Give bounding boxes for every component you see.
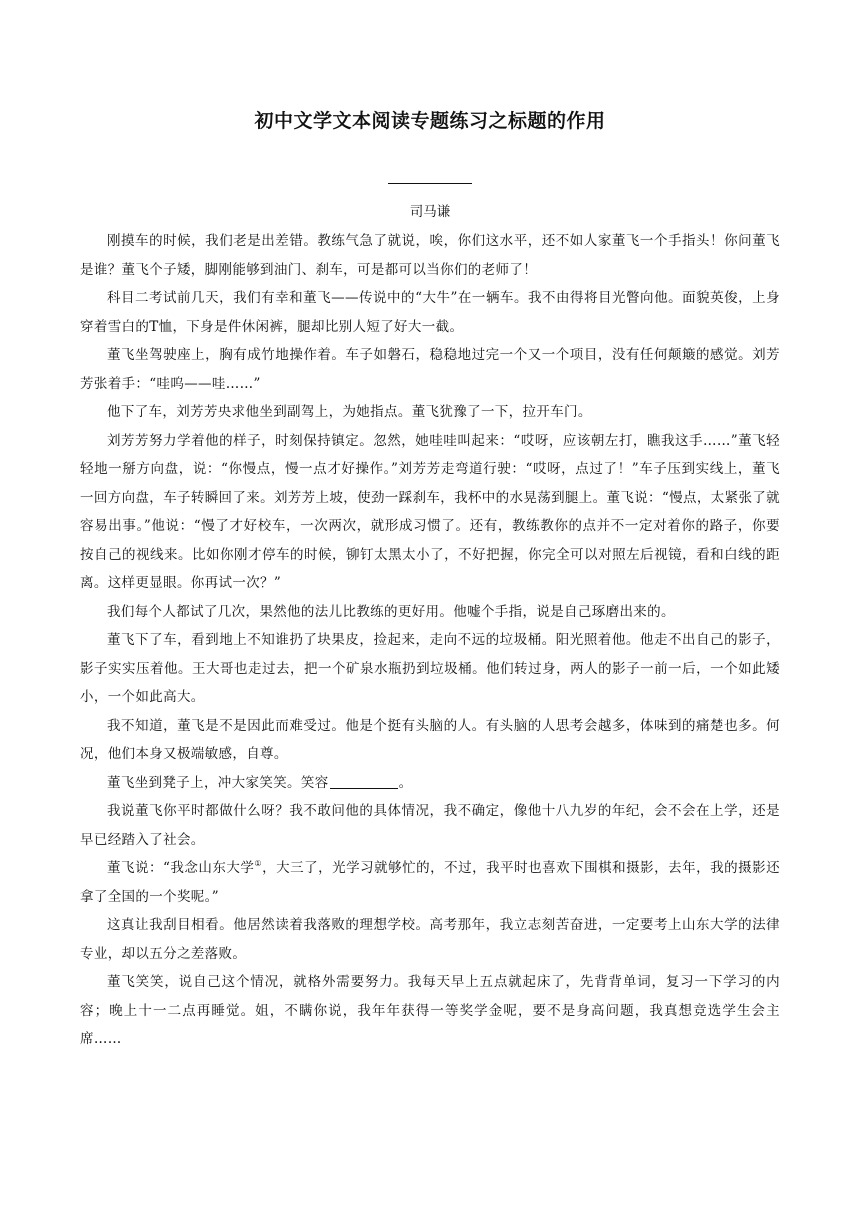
paragraph: 董飞下了车，看到地上不知谁扔了块果皮，捡起来，走向不远的垃圾桶。阳光照着他。他走不出自己的影子，影子实实压着他。王大哥也走过去，把一个矿泉水瓶扔到垃圾桶。他们转过身，两人的影子一前一后，一个如此矮小，一个如此高大。 bbox=[80, 632, 780, 705]
paragraph: 科目二考试前几天，我们有幸和董飞——传说中的“大牛”在一辆车。我不由得将目光瞥向他。面貌英俊，上身穿着雪白的T恤，下身是件休闲裤，腿却比别人短了好大一截。 bbox=[80, 290, 780, 335]
paragraph-text: ，大三了，光学习就够忙的，不过，我平时也喜欢下围棋和摄影，去年，我的摄影还拿了全国的一个奖呢。” bbox=[80, 860, 780, 905]
paragraph-text: 董飞说：“我念山东大学 bbox=[107, 860, 255, 876]
paragraph-with-blank bbox=[80, 769, 780, 798]
footnote-marker: ① bbox=[254, 859, 263, 868]
paragraph-text: 董飞坐到凳子上，冲大家笑笑。笑容 bbox=[107, 774, 329, 791]
paragraph: 刚摸车的时候，我们老是出差错。教练气急了就说，唉，你们这水平，还不如人家董飞一个手指头！你问董飞是谁？董飞个子矮，脚刚能够到油门、刹车，可是都可以当你们的老师了！ bbox=[80, 233, 780, 278]
paragraph-text: 。 bbox=[398, 774, 413, 791]
paragraph: 刘芳芳努力学着他的样子，时刻保持镇定。忽然，她哇哇叫起来：“哎呀，应该朝左打，瞧我这手……”董飞轻轻地一掰方向盘，说：“你慢点，慢一点才好操作。”刘芳芳走弯道行驶：“哎呀，点过了！”车子压到实线上，董飞一回方向盘，车子转瞬回了来。刘芳芳上坡，使劲一踩刹车，我杯中的水晃荡到腿上。董飞说：“慢点，太紧张了就容易出事。”他说：“慢了才好校车，一次两次，就形成习惯了。还有，教练教你的点并不一定对着你的路子，你要按自己的视线来。比如你刚才停车的时候，铆钉太黑太小了，不好把握，你完全可以对照左后视镜，看和白线的距离。这样更显眼。你再试一次？” bbox=[80, 432, 780, 591]
answer-blank bbox=[330, 774, 398, 789]
paragraph: 我们每个人都试了几次，果然他的法儿比教练的更好用。他嘘个手指，说是自己琢磨出来的。 bbox=[107, 603, 675, 620]
document-title: 初中文学文本阅读专题练习之标题的作用 bbox=[254, 110, 606, 132]
paragraph: 董飞笑笑，说自己这个情况，就格外需要努力。我每天早上五点就起床了，先背背单词，复习一下学习的内容；晚上十一二点再睡觉。姐，不瞒你说，我年年获得一等奖学金呢，要不是身高问题，我真想竞选学生会主席…… bbox=[80, 974, 780, 1047]
paragraph: 我不知道，董飞是不是因此而难受过。他是个挺有头脑的人。有头脑的人思考会越多，体味到的痛楚也多。何况，他们本身又极端敏感，自尊。 bbox=[80, 717, 780, 762]
paragraph: 这真让我刮目相看。他居然读着我落败的理想学校。高考那年，我立志刻苦奋进，一定要考上山东大学的法律专业，却以五分之差落败。 bbox=[80, 917, 780, 962]
article-body bbox=[80, 227, 780, 1054]
paragraph: 董飞坐驾驶座上，胸有成竹地操作着。车子如磐石，稳稳地过完一个又一个项目，没有任何颠簸的感觉。刘芳芳张着手：“哇呜——哇……” bbox=[80, 347, 780, 392]
paragraph-with-footnote bbox=[80, 854, 780, 911]
paragraph: 我说董飞你平时都做什么呀？我不敢问他的具体情况，我不确定，像他十八九岁的年纪，会不会在上学，还是早已经踏入了社会。 bbox=[80, 803, 780, 848]
author-name: 司马谦 bbox=[409, 204, 451, 220]
title-blank-line bbox=[388, 183, 472, 184]
paragraph: 他下了车，刘芳芳央求他坐到副驾上，为她指点。董飞犹豫了一下，拉开车门。 bbox=[107, 404, 592, 420]
